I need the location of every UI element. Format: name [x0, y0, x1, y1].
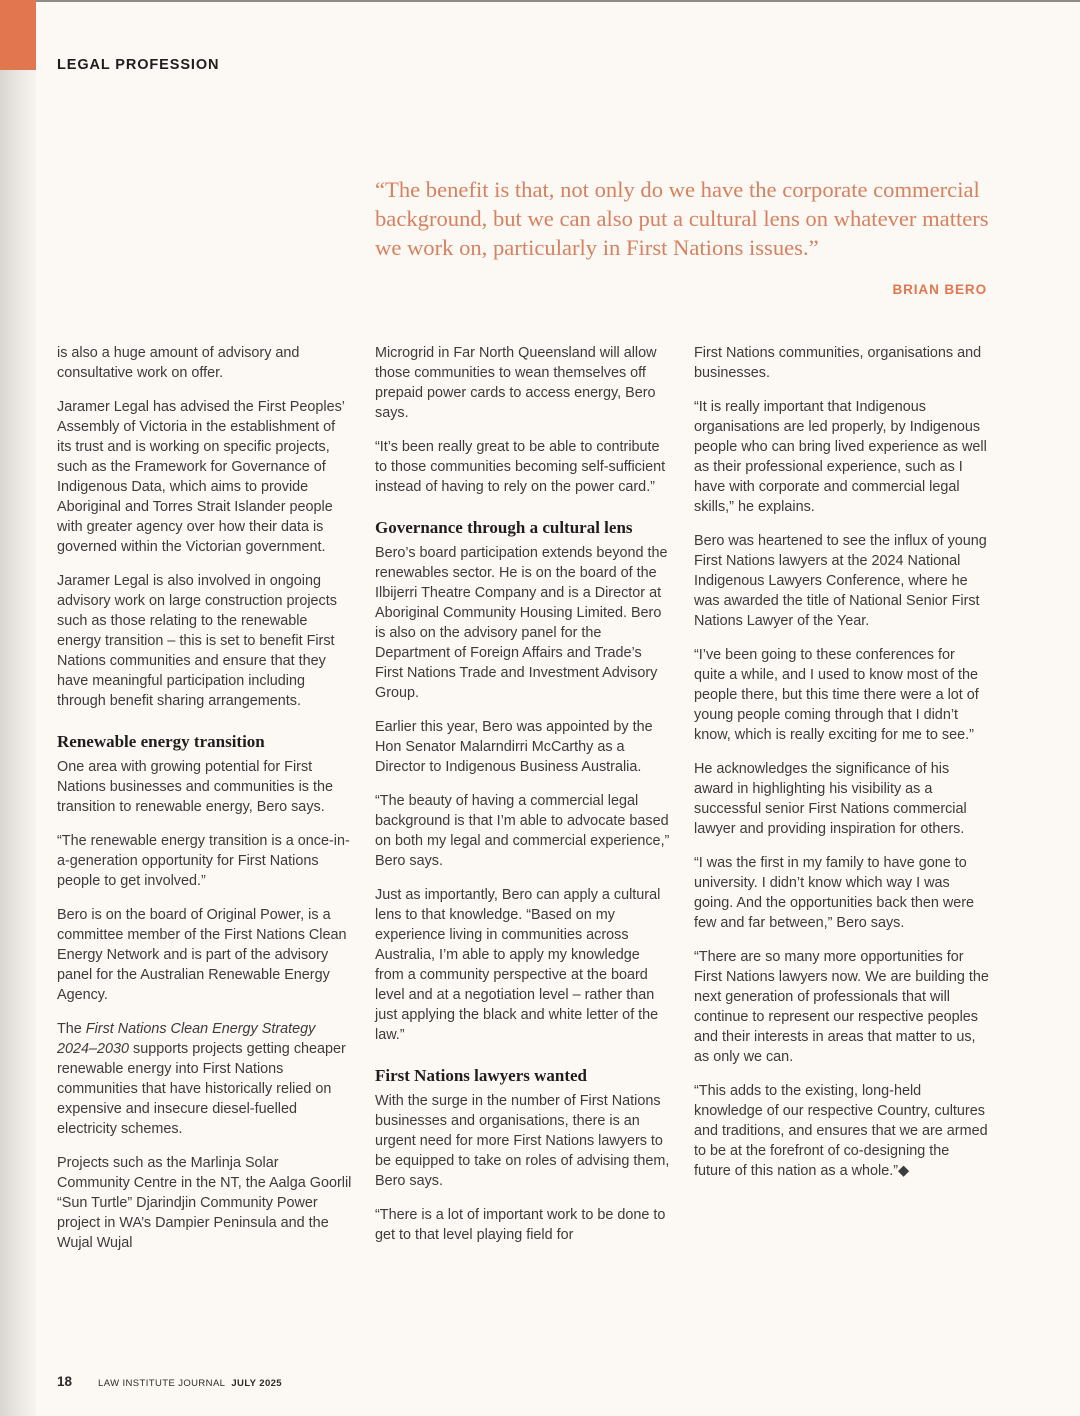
paragraph: “The renewable energy transition is a once-in-a-generation opportunity for First Nations people to get involved.” — [57, 833, 350, 889]
paragraph: “I’ve been going to these conferences for quite a while, and I used to know most of the people there, but this time there were a lot of young people coming through that I didn’t know, which is really exciting for me to see.” — [694, 647, 979, 743]
subheading-renewable-energy: Renewable energy transition — [57, 732, 265, 751]
paragraph: Projects such as the Marlinja Solar Community Centre in the NT, the Aalga Goorlil “Sun Turtle” Djarindjin Community Power project in WA’s Dampier Peninsula and the Wujal Wujal — [57, 1155, 352, 1251]
paragraph: Microgrid in Far North Queensland will allow those communities to wean themselves off prepaid power cards to access energy, Bero says. — [375, 345, 657, 421]
paragraph: “It’s been really great to be able to contribute to those communities becoming self-sufficient instead of having to rely on the power card.” — [375, 439, 666, 495]
paragraph: Just as importantly, Bero can apply a cultural lens to that knowledge. “Based on my experience living in communities across Australia, I’m able to apply my knowledge from a community perspective at the board level and at a negotiation level – rather than just applying the black and white letter of the law.” — [375, 887, 661, 1043]
paragraph: He acknowledges the significance of his award in highlighting his visibility as a successful senior First Nations commercial lawyer and providing inspiration for others. — [694, 761, 967, 837]
section-color-tab — [0, 0, 36, 70]
page-gutter-shadow — [0, 0, 36, 1416]
strategy-title: First Nations Clean Energy Strategy 2024–2030 — [57, 1021, 316, 1057]
paragraph: First Nations communities, organisations and businesses. — [694, 345, 982, 381]
paragraph: Bero was heartened to see the influx of young First Nations lawyers at the 2024 National Indigenous Lawyers Conference, where he was awarded the title of National Senior First Nations Lawyer of the Year. — [694, 533, 987, 629]
section-label: LEGAL PROFESSION — [57, 57, 220, 73]
text-run: The — [57, 1021, 86, 1037]
text-run: supports projects getting cheaper renewable energy into First Nations communities that have historically relied on expensive and insecure diesel-fuelled electricity schemes. — [57, 1041, 346, 1137]
paragraph: “The beauty of having a commercial legal background is that I’m able to advocate based on both my legal and commercial experience,” Bero says. — [375, 793, 670, 869]
paragraph: Jaramer Legal is also involved in ongoing advisory work on large construction projects such as those relating to the renewable energy transition – this is set to benefit First Nations communities and ensure that they have meaningful participation including through benefit sharing arrangements. — [57, 573, 337, 709]
paragraph: Jaramer Legal has advised the First Peoples’ Assembly of Victoria in the establishment of its trust and is working on specific projects, such as the Framework for Governance of Indigenous Data, which aims to provide Aboriginal and Torres Strait Islander people with greater agency over how their data is governed within the Victorian government. — [57, 399, 345, 555]
paragraph — [57, 1019, 352, 1139]
paragraph: Bero is on the board of Original Power, is a committee member of the First Nations Clean Energy Network and is part of the advisory panel for the Australian Renewable Energy Agency. — [57, 907, 347, 1003]
paragraph: With the surge in the number of First Nations businesses and organisations, there is an urgent need for more First Nations lawyers to be equipped to take on roles of advising them, Bero says. — [375, 1093, 670, 1189]
issue-date: JULY 2025 — [231, 1378, 282, 1389]
paragraph: “There is a lot of important work to be done to get to that level playing field for — [375, 1207, 666, 1243]
paragraph: “I was the first in my family to have gone to university. I didn’t know which way I was going. And the opportunities back then were few and far between,” Bero says. — [694, 855, 975, 931]
article-column-3 — [694, 343, 989, 1195]
paragraph: “There are so many more opportunities for First Nations lawyers now. We are building the next generation of professionals that will continue to represent our respective peoples and their interests in areas that matter to us, as only we can. — [694, 949, 989, 1065]
publication-name: LAW INSTITUTE JOURNAL — [98, 1378, 226, 1389]
paragraph: “It is really important that Indigenous organisations are led properly, by Indigenous people who can bring lived experience as well as their professional experience, such as I have with corporate and commercial legal skills,” he explains. — [694, 399, 987, 515]
text-run: “This adds to the existing, long-held knowledge of our respective Country, cultures and traditions, and ensures that we are armed to be at the forefront of co-designing the future of this nation as a whole.” — [694, 1083, 988, 1179]
top-rule — [36, 0, 1080, 2]
paragraph — [694, 1081, 989, 1181]
article-column-2 — [375, 343, 670, 1259]
pull-quote: “The benefit is that, not only do we have the corporate commercial background, but we can also put a cultural lens on whatever matters we work on, particularly in First Nations issues.” — [375, 177, 989, 260]
paragraph: Bero’s board participation extends beyond the renewables sector. He is on the board of the Ilbijerri Theatre Company and is a Director at Aboriginal Community Housing Limited. Bero is also on the advisory panel for the Department of Foreign Affairs and Trade’s First Nations Trade and Investment Advisory Group. — [375, 545, 668, 701]
paragraph: is also a huge amount of advisory and consultative work on offer. — [57, 345, 300, 381]
article-column-1 — [57, 343, 352, 1267]
subheading-governance: Governance through a cultural lens — [375, 518, 633, 537]
paragraph: One area with growing potential for First Nations businesses and communities is the transition to renewable energy, Bero says. — [57, 759, 333, 815]
paragraph: Earlier this year, Bero was appointed by the Hon Senator Malarndirri McCarthy as a Director to Indigenous Business Australia. — [375, 719, 653, 775]
page-number: 18 — [57, 1374, 73, 1389]
page-footer — [57, 1373, 282, 1391]
subheading-lawyers-wanted: First Nations lawyers wanted — [375, 1066, 588, 1085]
end-of-article-mark: ◆ — [898, 1163, 910, 1179]
pull-quote-attribution: BRIAN BERO — [892, 282, 987, 297]
